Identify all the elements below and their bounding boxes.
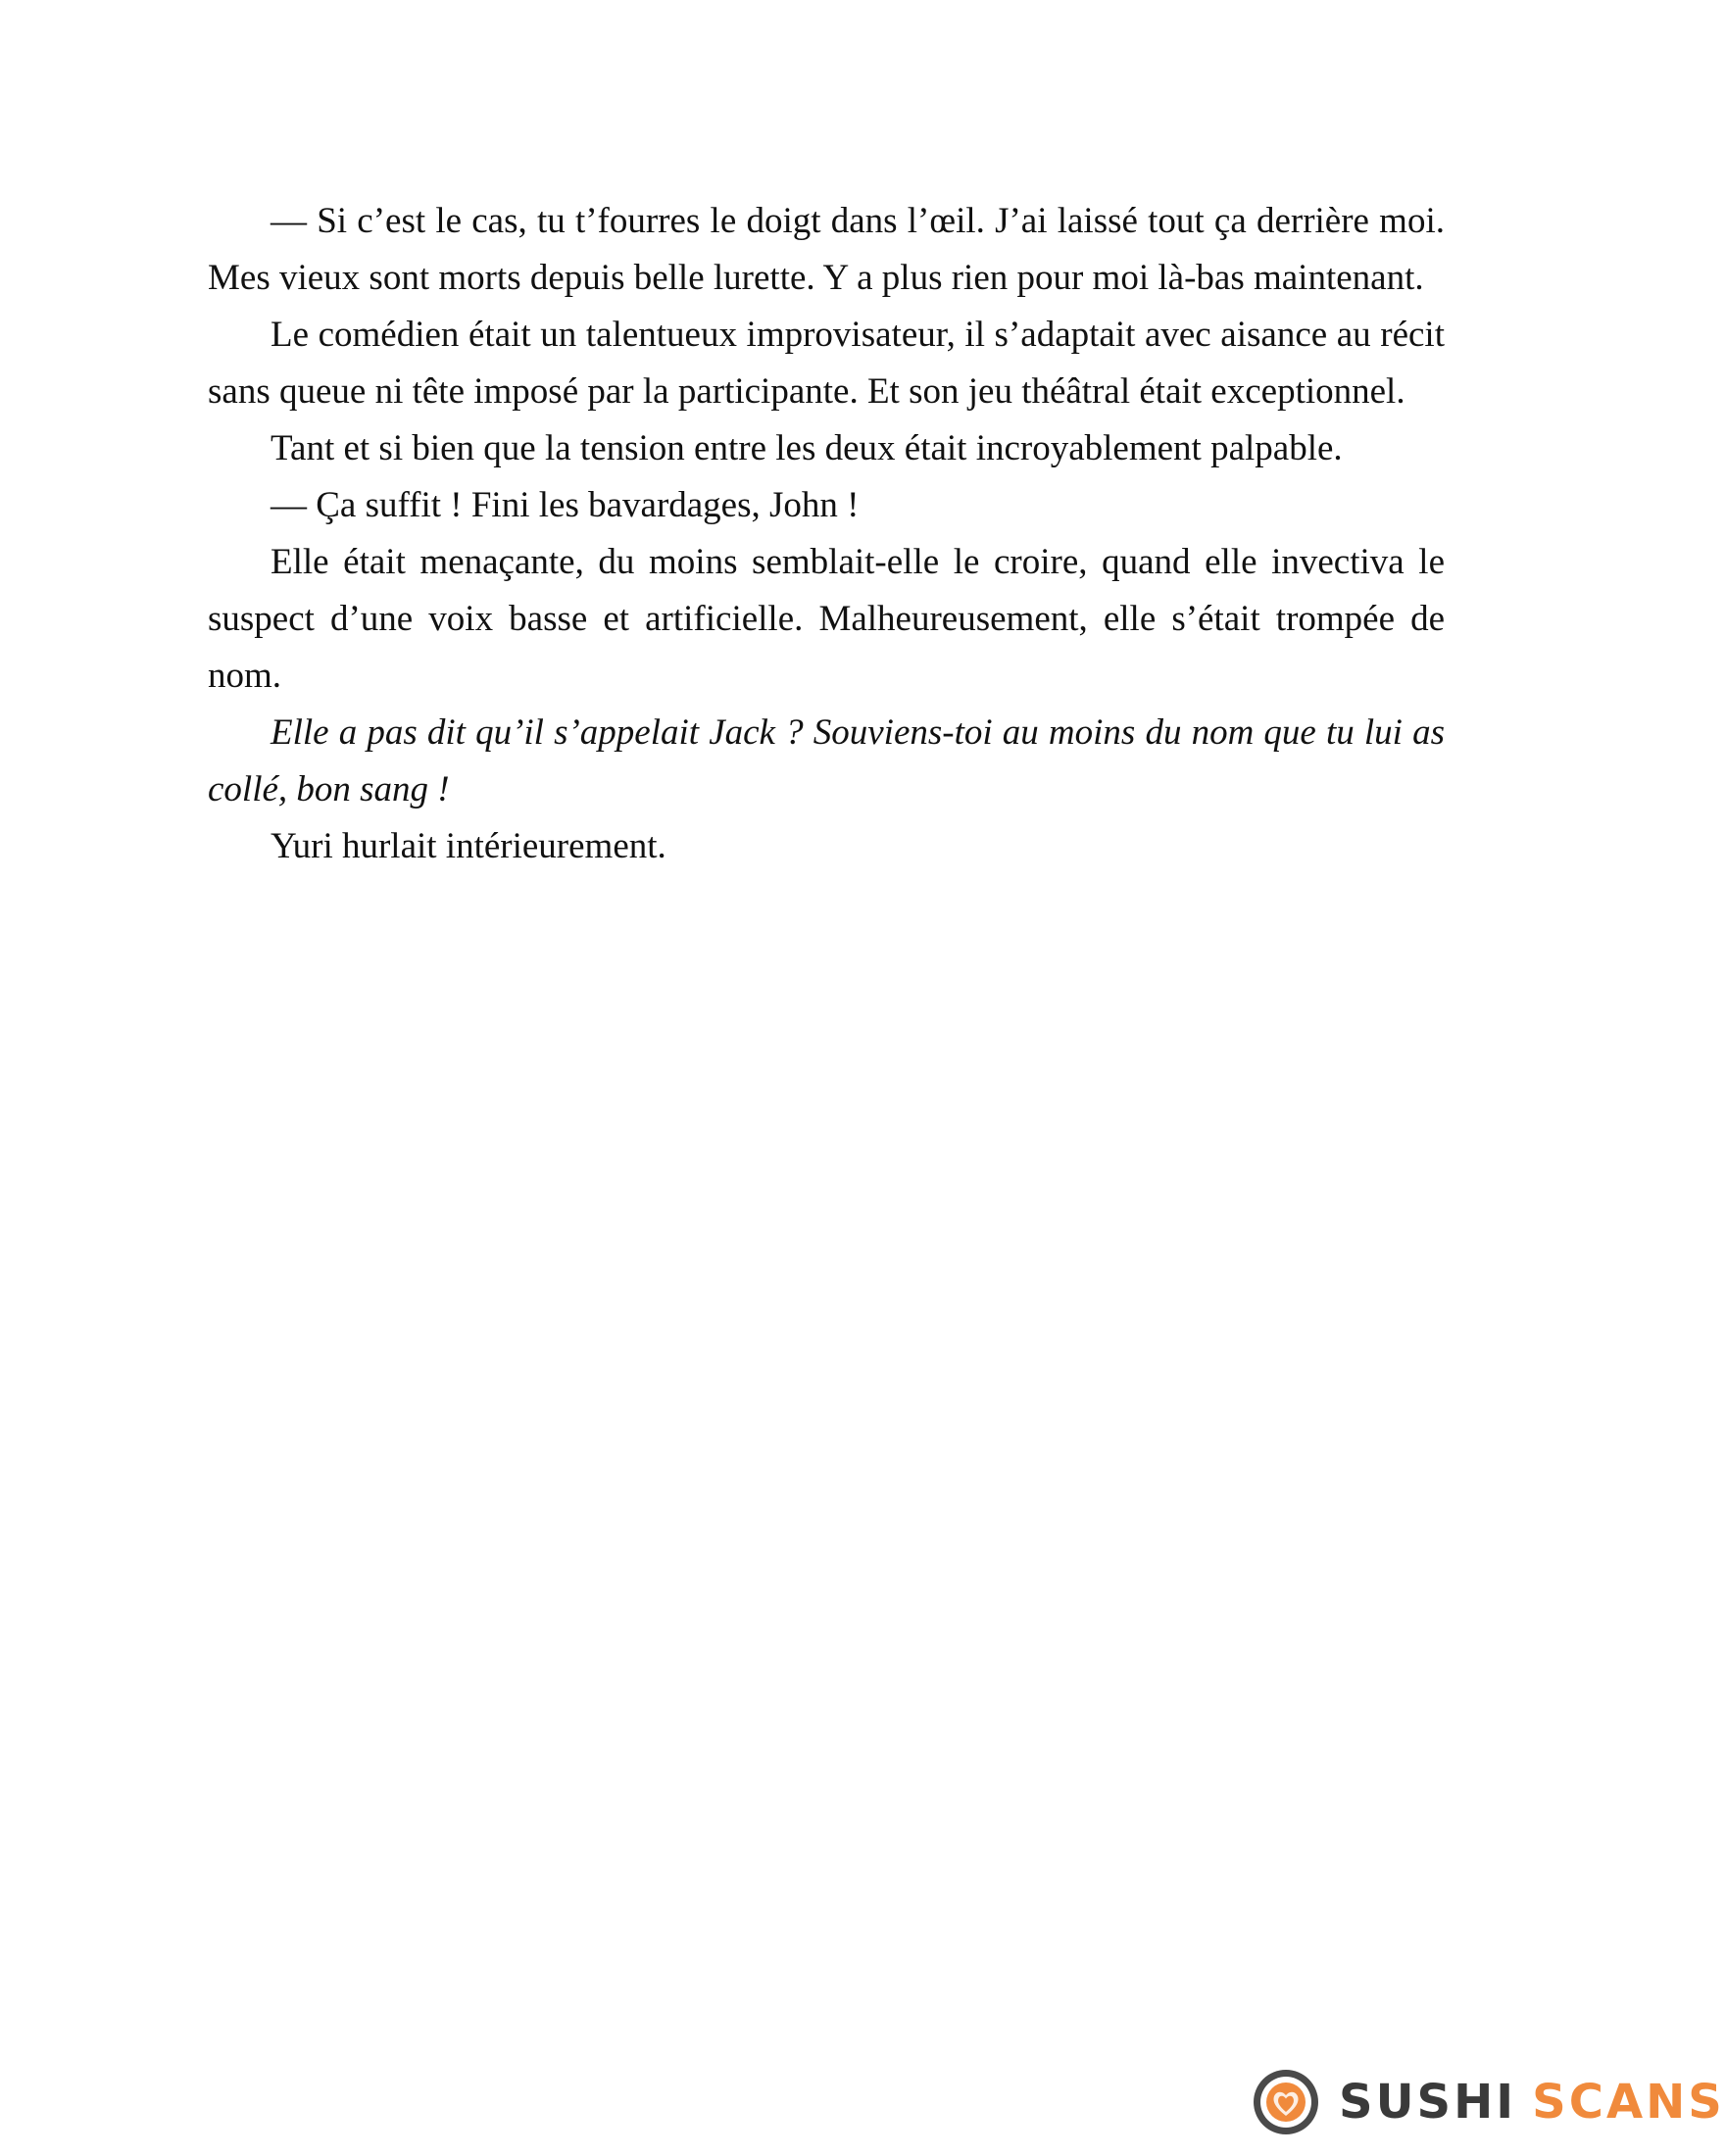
paragraph-2: Le comédien était un talentueux improvisateur, il s’adaptait avec aisance au récit sans queue ni tête imposé par la participante. Et son jeu théâtral était exceptionnel.: [208, 315, 1445, 412]
logo-word-scans: SCANS: [1532, 2075, 1725, 2130]
text-body: [208, 193, 1445, 875]
sushi-scans-logo: [1251, 2068, 1725, 2136]
logo-word-sushi: SUSHI: [1339, 2075, 1517, 2130]
sushi-roll-icon: [1251, 2067, 1321, 2137]
paragraph-1: — Si c’est le cas, tu t’fourres le doigt dans l’œil. J’ai laissé tout ça derrière moi. Mes vieux sont morts depuis belle lurette. Y a plus rien pour moi là-bas maintenant.: [208, 201, 1445, 298]
logo-text: [1339, 2075, 1725, 2130]
paragraph-3: Tant et si bien que la tension entre les deux était incroyablement palpable.: [271, 428, 1343, 468]
paragraph-7: Yuri hurlait intérieurement.: [271, 826, 666, 866]
paragraph-6-italic: Elle a pas dit qu’il s’appelait Jack ? Souviens-toi au moins du nom que tu lui as collé, bon sang !: [208, 712, 1445, 809]
paragraph-5: Elle était menaçante, du moins semblait-elle le croire, quand elle invectiva le suspect d’une voix basse et artificielle. Malheureusement, elle s’était trompée de nom.: [208, 542, 1445, 696]
paragraph-4: — Ça suffit ! Fini les bavardages, John !: [271, 485, 860, 525]
